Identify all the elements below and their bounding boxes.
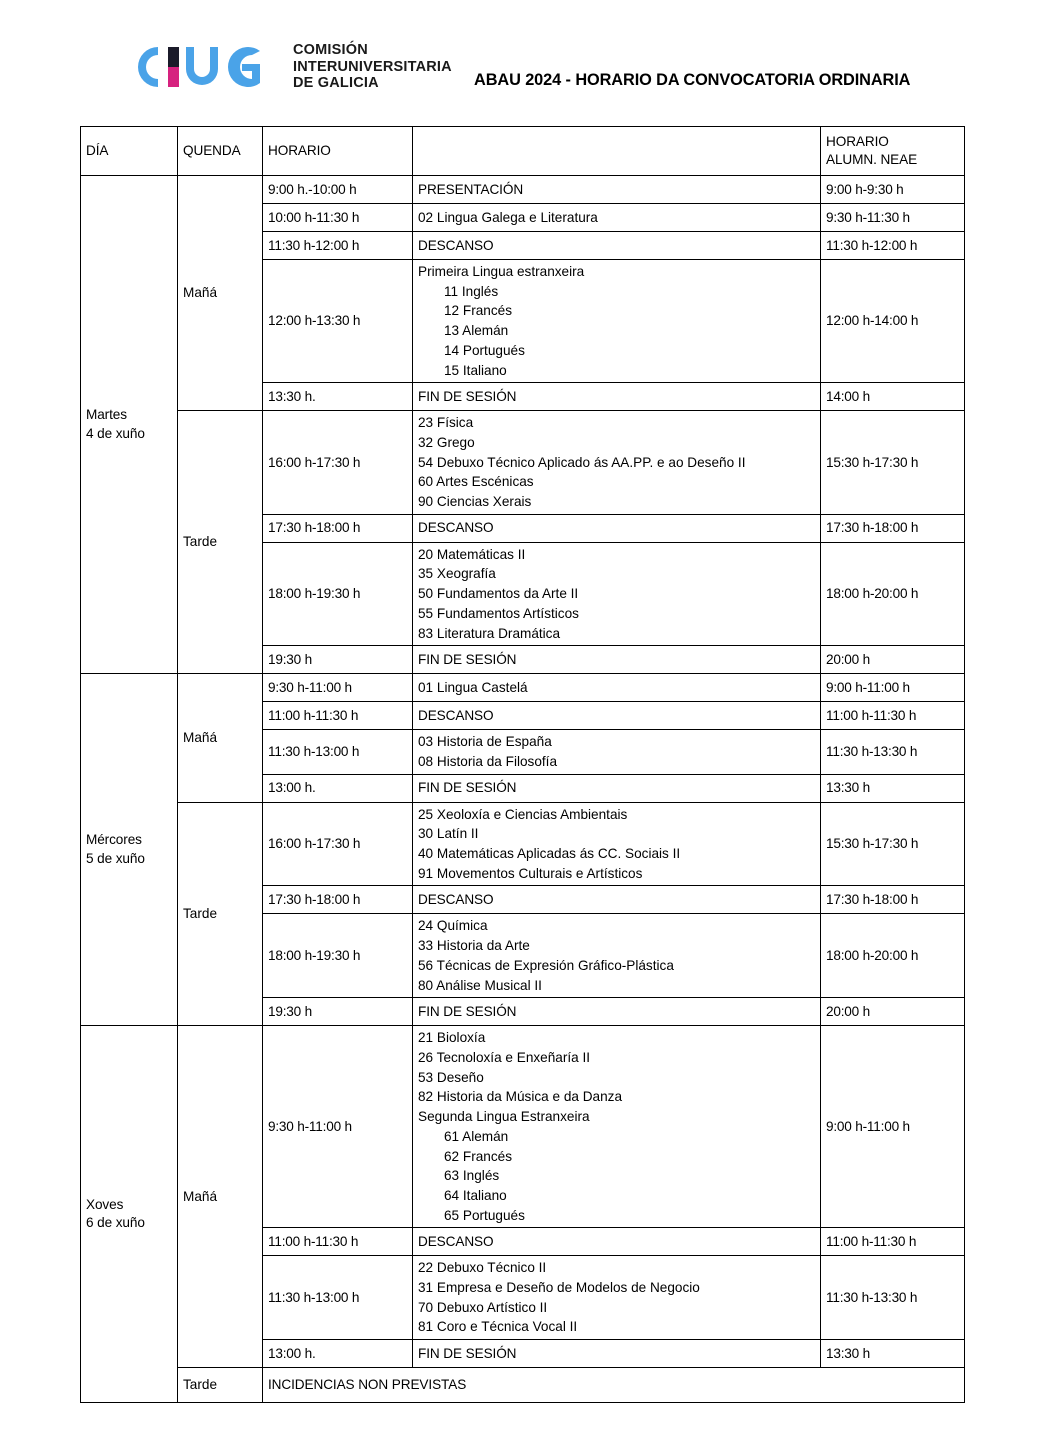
header-materias — [413, 127, 821, 176]
day-date: 6 de xuño — [86, 1215, 145, 1231]
full-span-note: INCIDENCIAS NON PREVISTAS — [263, 1368, 965, 1403]
logo-word-line-2: INTERUNIVERSITARIA — [293, 58, 452, 75]
materia-item: 60 Artes Escénicas — [418, 474, 534, 490]
materia-sub-item: 61 Alemán — [444, 1128, 509, 1144]
materia-item: 54 Debuxo Técnico Aplicado ás AA.PP. e ao Deseño II — [418, 454, 746, 470]
materia-item: 31 Empresa e Deseño de Modelos de Negocio — [418, 1280, 700, 1296]
horario-cell: 12:00 h-13:30 h — [263, 260, 413, 383]
materia-item: 81 Coro e Técnica Vocal II — [418, 1319, 578, 1335]
header-neae-line2: ALUMN. NEAE — [826, 152, 918, 167]
materias-cell — [413, 204, 821, 232]
horario-neae-cell: 17:30 h-18:00 h — [821, 886, 965, 914]
materia-item: 70 Debuxo Artístico II — [418, 1299, 548, 1315]
horario-cell: 18:00 h-19:30 h — [263, 914, 413, 998]
materias-cell — [413, 260, 821, 383]
materia-item: Segunda Lingua Estranxeira — [418, 1109, 590, 1125]
quenda-label: Tarde — [178, 802, 263, 1026]
session-note-cell: DESCANSO — [413, 886, 821, 914]
materia-item: 24 Química — [418, 918, 488, 934]
materia-sub-item: 63 Inglés — [444, 1168, 500, 1184]
horario-cell: 11:30 h-13:00 h — [263, 1256, 413, 1340]
schedule-row — [81, 802, 965, 886]
session-note-cell: PRESENTACIÓN — [413, 176, 821, 204]
materia-item: 91 Movementos Culturais e Artísticos — [418, 865, 643, 881]
materias-cell — [413, 542, 821, 646]
materia-item: 02 Lingua Galega e Literatura — [418, 209, 598, 225]
document-header — [128, 42, 928, 92]
header-quenda: QUENDA — [178, 127, 263, 176]
materia-item: 01 Lingua Castelá — [418, 679, 528, 695]
horario-neae-cell: 13:30 h — [821, 774, 965, 802]
schedule-row — [81, 1368, 965, 1403]
materias-cell — [413, 674, 821, 702]
session-note-cell: FIN DE SESIÓN — [413, 383, 821, 411]
materia-item: 56 Técnicas de Expresión Gráfico-Plástica — [418, 957, 674, 973]
header-neae-line1: HORARIO — [826, 134, 889, 150]
ciug-logo-wordmark — [293, 42, 452, 92]
horario-neae-cell: 17:30 h-18:00 h — [821, 514, 965, 542]
schedule-row — [81, 674, 965, 702]
materias-cell — [413, 730, 821, 774]
horario-neae-cell: 11:30 h-13:30 h — [821, 1256, 965, 1340]
horario-neae-cell: 11:00 h-11:30 h — [821, 702, 965, 730]
horario-cell: 17:30 h-18:00 h — [263, 514, 413, 542]
horario-neae-cell: 15:30 h-17:30 h — [821, 411, 965, 515]
materia-sub-item: 62 Francés — [444, 1148, 513, 1164]
materia-sub-item: 64 Italiano — [444, 1187, 507, 1203]
materia-sub-item: 11 Inglés — [444, 283, 499, 299]
day-name: Mércores — [86, 832, 142, 848]
horario-cell: 11:30 h-13:00 h — [263, 730, 413, 774]
materia-item: 82 Historia da Música e da Danza — [418, 1089, 623, 1105]
horario-cell: 11:00 h-11:30 h — [263, 1228, 413, 1256]
horario-neae-cell: 12:00 h-14:00 h — [821, 260, 965, 383]
header-dia: DÍA — [81, 127, 178, 176]
schedule-table-container — [80, 126, 964, 1403]
horario-neae-cell: 11:30 h-13:30 h — [821, 730, 965, 774]
materia-sub-item: 13 Alemán — [444, 323, 509, 339]
day-date: 4 de xuño — [86, 425, 145, 441]
materia-item: 08 Historia da Filosofía — [418, 753, 558, 769]
quenda-label: Mañá — [178, 674, 263, 802]
materias-cell — [413, 1026, 821, 1228]
horario-neae-cell: 9:30 h-11:30 h — [821, 204, 965, 232]
materia-item: 83 Literatura Dramática — [418, 625, 561, 641]
materia-item: Primeira Lingua estranxeira — [418, 264, 585, 279]
horario-cell: 13:00 h. — [263, 774, 413, 802]
logo-word-line-1: COMISIÓN — [293, 42, 368, 58]
horario-cell: 10:00 h-11:30 h — [263, 204, 413, 232]
header-horario-neae — [821, 127, 965, 176]
quenda-label: Tarde — [178, 1368, 263, 1403]
horario-neae-cell: 18:00 h-20:00 h — [821, 914, 965, 998]
day-label — [81, 176, 178, 674]
horario-cell: 11:00 h-11:30 h — [263, 702, 413, 730]
horario-cell: 9:30 h-11:00 h — [263, 1026, 413, 1228]
materia-sub-item: 15 Italiano — [444, 362, 507, 378]
horario-cell: 9:00 h.-10:00 h — [263, 176, 413, 204]
session-note-cell: FIN DE SESIÓN — [413, 646, 821, 674]
materia-sub-item: 12 Francés — [444, 303, 513, 319]
materias-cell — [413, 1256, 821, 1340]
horario-neae-cell: 11:30 h-12:00 h — [821, 232, 965, 260]
schedule-row — [81, 411, 965, 515]
session-note-cell: DESCANSO — [413, 1228, 821, 1256]
materia-item: 32 Grego — [418, 434, 475, 450]
horario-neae-cell: 9:00 h-11:00 h — [821, 1026, 965, 1228]
schedule-table — [80, 126, 965, 1403]
horario-cell: 13:30 h. — [263, 383, 413, 411]
horario-neae-cell: 20:00 h — [821, 998, 965, 1026]
schedule-row — [81, 1026, 965, 1228]
materia-item: 40 Matemáticas Aplicadas ás CC. Sociais II — [418, 846, 681, 862]
day-name: Martes — [86, 407, 127, 423]
materia-item: 25 Xeoloxía e Ciencias Ambientais — [418, 806, 628, 822]
horario-cell: 13:00 h. — [263, 1340, 413, 1368]
session-note-cell: DESCANSO — [413, 232, 821, 260]
materia-item: 35 Xeografía — [418, 566, 496, 582]
materia-item: 50 Fundamentos da Arte II — [418, 586, 579, 602]
horario-neae-cell: 14:00 h — [821, 383, 965, 411]
materia-item: 90 Ciencias Xerais — [418, 494, 532, 510]
table-header — [81, 127, 965, 176]
materias-cell — [413, 802, 821, 886]
horario-cell: 11:30 h-12:00 h — [263, 232, 413, 260]
materia-item: 23 Física — [418, 415, 474, 431]
document-title: ABAU 2024 - HORARIO DA CONVOCATORIA ORDINARIA — [473, 69, 911, 89]
day-date: 5 de xuño — [86, 850, 145, 866]
horario-neae-cell: 9:00 h-9:30 h — [821, 176, 965, 204]
quenda-label: Mañá — [178, 176, 263, 411]
materia-item: 03 Historia de España — [418, 734, 552, 750]
schedule-row — [81, 176, 965, 204]
horario-neae-cell: 9:00 h-11:00 h — [821, 674, 965, 702]
materia-item: 55 Fundamentos Artísticos — [418, 605, 579, 621]
horario-neae-cell: 20:00 h — [821, 646, 965, 674]
logo-word-line-3: DE GALICIA — [293, 75, 379, 91]
horario-cell: 19:30 h — [263, 998, 413, 1026]
horario-cell: 16:00 h-17:30 h — [263, 411, 413, 515]
session-note-cell: FIN DE SESIÓN — [413, 998, 821, 1026]
session-note-cell: FIN DE SESIÓN — [413, 774, 821, 802]
header-horario: HORARIO — [263, 127, 413, 176]
horario-neae-cell: 11:00 h-11:30 h — [821, 1228, 965, 1256]
materia-item: 20 Matemáticas II — [418, 546, 526, 562]
materia-item: 53 Deseño — [418, 1069, 484, 1085]
horario-neae-cell: 18:00 h-20:00 h — [821, 542, 965, 646]
session-note-cell: DESCANSO — [413, 514, 821, 542]
horario-cell: 16:00 h-17:30 h — [263, 802, 413, 886]
materia-item: 22 Debuxo Técnico II — [418, 1260, 547, 1276]
materia-item: 33 Historia da Arte — [418, 938, 530, 954]
materia-item: 80 Análise Musical II — [418, 977, 542, 993]
day-label — [81, 674, 178, 1026]
table-body — [81, 176, 965, 1403]
horario-cell: 19:30 h — [263, 646, 413, 674]
header-row — [81, 127, 965, 176]
materia-item: 21 Bioloxía — [418, 1030, 486, 1046]
ciug-logo — [128, 42, 452, 92]
horario-cell: 17:30 h-18:00 h — [263, 886, 413, 914]
horario-neae-cell: 13:30 h — [821, 1340, 965, 1368]
materia-sub-item: 65 Portugués — [444, 1207, 525, 1223]
materias-cell — [413, 914, 821, 998]
materia-sub-item: 14 Portugués — [444, 342, 525, 358]
session-note-cell: FIN DE SESIÓN — [413, 1340, 821, 1368]
materia-item: 30 Latín II — [418, 826, 479, 842]
quenda-label: Mañá — [178, 1026, 263, 1368]
horario-cell: 18:00 h-19:30 h — [263, 542, 413, 646]
day-label — [81, 1026, 178, 1403]
session-note-cell: DESCANSO — [413, 702, 821, 730]
quenda-label: Tarde — [178, 411, 263, 674]
materia-item: 26 Tecnoloxía e Enxeñaría II — [418, 1049, 591, 1065]
ciug-logo-mark — [128, 43, 284, 91]
horario-cell: 9:30 h-11:00 h — [263, 674, 413, 702]
materias-cell — [413, 411, 821, 515]
day-name: Xoves — [86, 1196, 124, 1212]
horario-neae-cell: 15:30 h-17:30 h — [821, 802, 965, 886]
